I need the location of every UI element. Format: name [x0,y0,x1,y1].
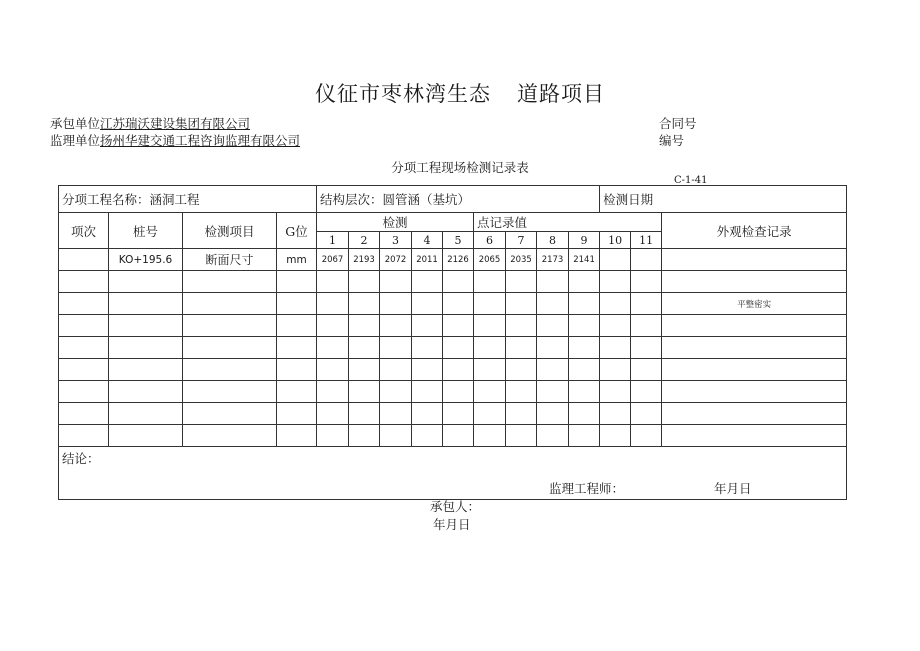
measurement-cell [631,293,662,315]
measurement-cell [600,425,631,447]
measurement-cell [631,381,662,403]
measurement-cell [317,359,349,381]
measurement-cell [474,293,506,315]
measurement-cell [631,315,662,337]
item-no-cell [59,425,109,447]
measurement-cell [380,425,412,447]
appearance-cell [662,315,847,337]
test-item-cell [183,359,277,381]
appearance-cell [662,337,847,359]
supervisor-name: 扬州华建交通工程咨询监理有限公司 [100,133,301,148]
measurement-cell: 2072 [380,249,412,271]
inspection-table [58,185,847,500]
measurement-cell [537,337,569,359]
measurement-cell [600,271,631,293]
unit-cell [277,403,317,425]
measurement-cell [349,293,380,315]
measurement-cell: 2193 [349,249,380,271]
measurement-cell [443,359,474,381]
contract-no-label: 合同号 [659,116,697,131]
measurement-cell [349,271,380,293]
item-no-cell [59,249,109,271]
table-row [59,403,847,425]
measurement-cell: 2067 [317,249,349,271]
point-number: 2 [349,232,380,249]
measurement-cell [380,403,412,425]
measurement-cell [506,293,537,315]
point-number: 11 [631,232,662,249]
table-row [59,337,847,359]
table-row [59,381,847,403]
table-row [59,293,847,315]
measurement-cell [349,403,380,425]
measurement-cell [317,315,349,337]
unit-cell [277,271,317,293]
measurement-cell [443,271,474,293]
contractor-label: 承包单位 [50,116,101,131]
measurement-cell [537,425,569,447]
measurement-cell [600,359,631,381]
point-number: 4 [412,232,443,249]
page-title [0,78,920,108]
station-cell [109,403,183,425]
table-row [59,425,847,447]
measurement-cell [537,403,569,425]
measurement-cell: 2141 [569,249,600,271]
measurement-cell [474,359,506,381]
unit-cell [277,315,317,337]
header-row-1 [59,213,847,232]
measurement-cell [317,337,349,359]
measurement-cell: 2126 [443,249,474,271]
date-cell [600,186,847,213]
measurement-cell [600,381,631,403]
contractor-name: 江苏瑞沃建设集团有限公司 [100,116,251,131]
point-number: 9 [569,232,600,249]
measurement-cell [569,425,600,447]
point-number: 3 [380,232,412,249]
measurement-cell [600,249,631,271]
measurement-cell [474,381,506,403]
measurement-cell [474,425,506,447]
measurement-cell [317,403,349,425]
structure-value: 圆管涵（基坑） [382,192,471,207]
header-appearance: 外观检查记录 [662,213,847,249]
measurement-cell [600,315,631,337]
appearance-cell: 平整密实 [662,293,847,315]
subproject-value: 涵洞工程 [149,192,200,207]
header-unit: G位 [277,213,317,249]
header-points-a: 检测 [317,213,474,232]
item-no-cell [59,315,109,337]
measurement-cell [380,337,412,359]
item-no-cell [59,381,109,403]
measurement-cell [443,315,474,337]
form-code: C-1-41 [674,175,708,186]
test-item-cell [183,403,277,425]
appearance-cell [662,425,847,447]
measurement-cell [443,425,474,447]
station-cell: KO+195.6 [109,249,183,271]
measurement-cell [412,425,443,447]
measurement-cell [537,381,569,403]
supervisor-label: 监理单位 [50,133,101,148]
unit-cell [277,293,317,315]
measurement-cell [349,315,380,337]
measurement-cell [600,337,631,359]
measurement-cell [317,425,349,447]
measurement-cell [380,359,412,381]
title-part2: 道路项目 [517,82,605,106]
unit-cell [277,425,317,447]
contractor-line [50,114,250,132]
measurement-cell: 2065 [474,249,506,271]
measurement-cell [506,403,537,425]
engineer-label: 监理工程师： [549,481,625,496]
measurement-cell [412,315,443,337]
measurement-cell [600,293,631,315]
measurement-cell [569,359,600,381]
test-item-cell [183,425,277,447]
measurement-cell [506,315,537,337]
measurement-cell [569,271,600,293]
measurement-cell [349,359,380,381]
measurement-cell [317,293,349,315]
point-number: 7 [506,232,537,249]
measurement-cell [412,381,443,403]
point-number: 6 [474,232,506,249]
form-title: 分项工程现场检测记录表 [391,160,529,175]
measurement-cell [349,381,380,403]
measurement-cell [443,381,474,403]
appearance-cell [662,271,847,293]
measurement-cell: 2011 [412,249,443,271]
measurement-cell [349,425,380,447]
measurement-cell [412,293,443,315]
test-item-cell [183,293,277,315]
measurement-cell [569,381,600,403]
item-no-cell [59,403,109,425]
measurement-cell [631,271,662,293]
unit-cell: mm [277,249,317,271]
measurement-cell [349,337,380,359]
station-cell [109,271,183,293]
measurement-cell [537,359,569,381]
conclusion-row [59,447,847,500]
measurement-cell [317,271,349,293]
structure-label: 结构层次： [320,192,383,207]
measurement-cell [380,293,412,315]
measurement-cell [443,403,474,425]
station-cell [109,381,183,403]
measurement-cell [412,337,443,359]
item-no-cell [59,337,109,359]
measurement-cell [631,337,662,359]
test-item-cell [183,271,277,293]
measurement-cell [569,337,600,359]
test-item-cell [183,315,277,337]
measurement-cell [631,359,662,381]
subproject-label: 分项工程名称： [62,192,150,207]
appearance-cell [662,249,847,271]
test-item-cell [183,337,277,359]
measurement-cell [474,271,506,293]
serial-no-label: 编号 [659,133,685,148]
measurement-cell [506,381,537,403]
measurement-cell [380,271,412,293]
conclusion-cell [59,447,847,500]
measurement-cell [474,337,506,359]
measurement-cell [443,293,474,315]
point-number: 5 [443,232,474,249]
measurement-cell [412,359,443,381]
measurement-cell [631,403,662,425]
point-number: 1 [317,232,349,249]
measurement-cell [569,315,600,337]
measurement-cell [380,315,412,337]
measurement-cell [569,293,600,315]
measurement-cell: 2173 [537,249,569,271]
table-row [59,315,847,337]
station-cell [109,315,183,337]
measurement-cell [600,403,631,425]
measurement-cell [631,249,662,271]
info-row [59,186,847,213]
title-part1: 仪征市枣林湾生态 [315,82,491,106]
measurement-cell [380,381,412,403]
date-label: 检测日期 [603,192,654,207]
measurement-cell [537,315,569,337]
table-row [59,271,847,293]
appearance-cell [662,403,847,425]
unit-cell [277,337,317,359]
measurement-cell [474,403,506,425]
table-row [59,249,847,271]
header-item-no: 项次 [59,213,109,249]
appearance-cell [662,381,847,403]
unit-cell [277,359,317,381]
station-cell [109,293,183,315]
measurement-cell: 2035 [506,249,537,271]
measurement-cell [443,337,474,359]
measurement-cell [412,271,443,293]
measurement-cell [506,359,537,381]
measurement-cell [506,271,537,293]
subproject-cell [59,186,317,213]
measurement-cell [631,425,662,447]
measurement-cell [412,403,443,425]
measurement-cell [317,381,349,403]
supervisor-line [50,131,300,149]
table-row [59,359,847,381]
station-cell [109,359,183,381]
measurement-cell [474,315,506,337]
engineer-date: 年月日 [714,481,752,496]
station-cell [109,337,183,359]
header-station: 桩号 [109,213,183,249]
appearance-cell [662,359,847,381]
header-test-item: 检测项目 [183,213,277,249]
test-item-cell [183,381,277,403]
measurement-cell [537,293,569,315]
point-number: 8 [537,232,569,249]
conclusion-label: 结论： [62,451,100,466]
test-item-cell: 断面尺寸 [183,249,277,271]
unit-cell [277,381,317,403]
structure-cell [317,186,600,213]
item-no-cell [59,271,109,293]
footer-date: 年月日 [433,517,471,532]
measurement-cell [506,425,537,447]
item-no-cell [59,359,109,381]
header-points-b: 点记录值 [474,213,662,232]
measurement-cell [537,271,569,293]
contractor-person-label: 承包人： [430,499,481,514]
station-cell [109,425,183,447]
point-number: 10 [600,232,631,249]
measurement-cell [506,337,537,359]
measurement-cell [569,403,600,425]
item-no-cell [59,293,109,315]
